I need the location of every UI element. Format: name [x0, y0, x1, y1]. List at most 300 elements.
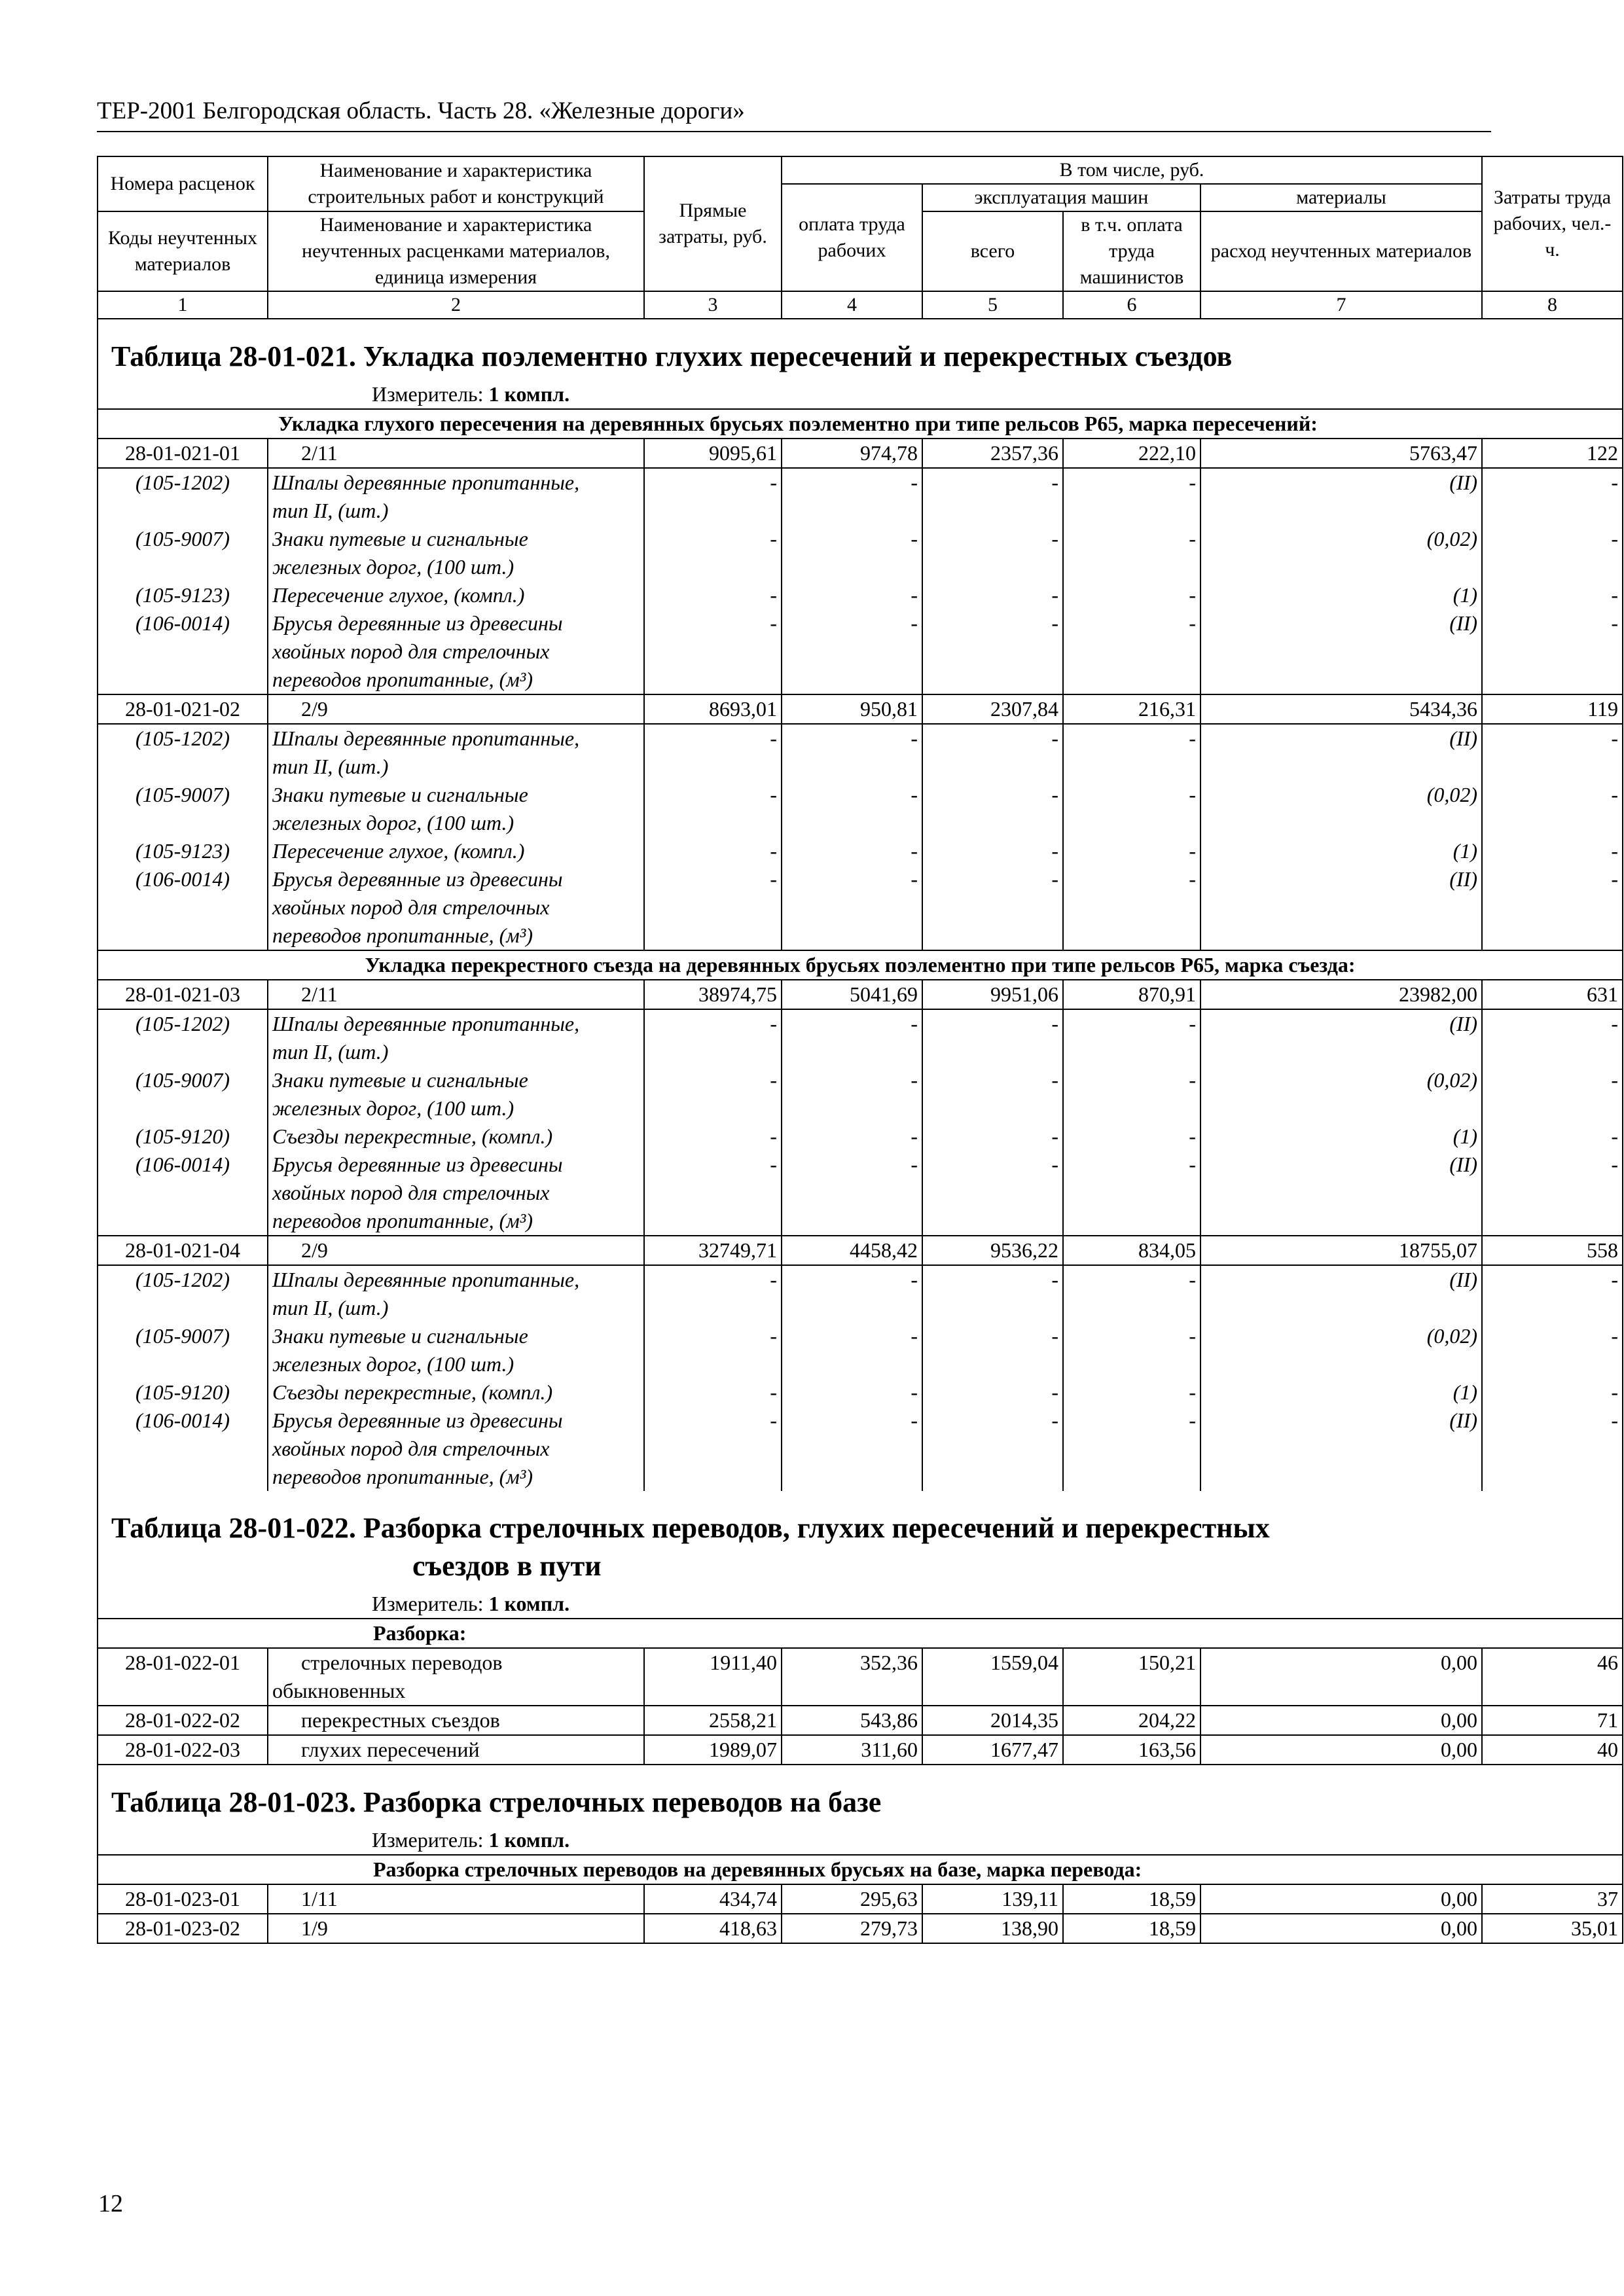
- empty-cell: [1200, 1094, 1482, 1122]
- empty-cell: [1200, 1294, 1482, 1322]
- labor-cost: 295,63: [782, 1884, 922, 1914]
- empty-cell: [1200, 753, 1482, 781]
- empty-cell: [1063, 893, 1200, 922]
- material-qty: (1): [1200, 1122, 1482, 1151]
- dash-direct: -: [644, 1378, 782, 1407]
- dash-machines: -: [922, 468, 1063, 497]
- rate-name: [268, 1735, 644, 1765]
- empty-cell: [1200, 1207, 1482, 1236]
- rate-code: 28-01-021-03: [98, 980, 268, 1009]
- empty-cell: [1482, 637, 1623, 666]
- header-col7: расход неучтенных материалов: [1200, 211, 1482, 291]
- material-name: переводов пропитанные, (м³): [268, 1207, 644, 1236]
- dash-drivers: -: [1063, 525, 1200, 553]
- rates-table: [97, 156, 1623, 1944]
- empty-cell: [922, 666, 1063, 694]
- dash-drivers: -: [1063, 1322, 1200, 1350]
- material-qty: (0,02): [1200, 1322, 1482, 1350]
- material-code-cont: [98, 1294, 268, 1322]
- material-code-cont: [98, 893, 268, 922]
- material-code: (105-9007): [98, 1066, 268, 1094]
- empty-cell: [1063, 637, 1200, 666]
- dash-labor: -: [782, 1122, 922, 1151]
- material-name: железных дорог, (100 шт.): [268, 553, 644, 581]
- empty-cell: [922, 1207, 1063, 1236]
- material-name: Пересечение глухое, (компл.): [268, 837, 644, 865]
- dash-direct: -: [644, 525, 782, 553]
- column-number-1: 1: [98, 291, 268, 319]
- dash-labor: -: [782, 1407, 922, 1435]
- dash-drivers: -: [1063, 865, 1200, 893]
- material-qty: (0,02): [1200, 525, 1482, 553]
- dash-drivers: -: [1063, 837, 1200, 865]
- empty-cell: [1063, 1094, 1200, 1122]
- labor-cost: 5041,69: [782, 980, 922, 1009]
- material-name: железных дорог, (100 шт.): [268, 1094, 644, 1122]
- material-name: хвойных пород для стрелочных: [268, 637, 644, 666]
- material-qty: (0,02): [1200, 1066, 1482, 1094]
- material-name: Знаки путевые и сигнальные: [268, 781, 644, 809]
- rate-name: 2/11: [268, 980, 644, 1009]
- dash-drivers: -: [1063, 1378, 1200, 1407]
- measure-unit: [98, 380, 1623, 409]
- material-name: переводов пропитанные, (м³): [268, 922, 644, 950]
- empty-cell: [922, 1350, 1063, 1378]
- section-heading: Укладка глухого пересечения на деревянных брусьях поэлементно при типе рельсов Р65, марка пересечений:: [98, 409, 1623, 439]
- material-code-cont: [98, 1094, 268, 1122]
- material-name: тип II, (шт.): [268, 497, 644, 525]
- material-code-cont: [98, 1350, 268, 1378]
- machines-cost: 2307,84: [922, 694, 1063, 724]
- material-name: Шпалы деревянные пропитанные,: [268, 468, 644, 497]
- dash-labor: -: [782, 865, 922, 893]
- dash-labor: -: [782, 1322, 922, 1350]
- dash-hours: -: [1482, 609, 1623, 637]
- dash-hours: -: [1482, 1122, 1623, 1151]
- dash-machines: -: [922, 1151, 1063, 1179]
- dash-machines: -: [922, 1322, 1063, 1350]
- empty-cell: [1200, 809, 1482, 837]
- empty-cell: [1063, 1463, 1200, 1491]
- empty-cell: [782, 1094, 922, 1122]
- empty-cell: [644, 922, 782, 950]
- dash-drivers: -: [1063, 1265, 1200, 1294]
- dash-hours: -: [1482, 1066, 1623, 1094]
- empty-cell: [782, 497, 922, 525]
- table-title-text: Таблица 28-01-021. Укладка поэлементно глухих пересечений и перекрестных съездов: [111, 340, 1233, 372]
- rate-code: 28-01-023-01: [98, 1884, 268, 1914]
- dash-machines: -: [922, 837, 1063, 865]
- dash-machines: -: [922, 1378, 1063, 1407]
- page-number: 12: [98, 2190, 123, 2217]
- empty-cell: [922, 637, 1063, 666]
- direct-cost: 1989,07: [644, 1735, 782, 1765]
- empty-cell: [1063, 666, 1200, 694]
- dash-hours: -: [1482, 724, 1623, 753]
- dash-direct: -: [644, 581, 782, 609]
- dash-hours: -: [1482, 1151, 1623, 1179]
- measure-value: 1 компл.: [488, 1592, 570, 1615]
- dash-labor: -: [782, 1151, 922, 1179]
- materials-cost: 0,00: [1200, 1884, 1482, 1914]
- column-number-7: 7: [1200, 291, 1482, 319]
- column-number-6: 6: [1063, 291, 1200, 319]
- header-col3: Прямые затраты, руб.: [644, 156, 782, 291]
- empty-cell: [782, 1463, 922, 1491]
- material-name: Знаки путевые и сигнальные: [268, 1066, 644, 1094]
- dash-machines: -: [922, 1265, 1063, 1294]
- dash-hours: -: [1482, 581, 1623, 609]
- drivers-cost: 870,91: [1063, 980, 1200, 1009]
- material-code-cont: [98, 1435, 268, 1463]
- labor-cost: 974,78: [782, 439, 922, 468]
- rate-name: 1/11: [268, 1884, 644, 1914]
- drivers-cost: 204,22: [1063, 1706, 1200, 1735]
- dash-labor: -: [782, 837, 922, 865]
- empty-cell: [782, 922, 922, 950]
- drivers-cost: 216,31: [1063, 694, 1200, 724]
- dash-labor: -: [782, 468, 922, 497]
- materials-cost: 5763,47: [1200, 439, 1482, 468]
- labor-hours: 71: [1482, 1706, 1623, 1735]
- dash-drivers: -: [1063, 1066, 1200, 1094]
- dash-drivers: -: [1063, 1009, 1200, 1038]
- empty-cell: [1200, 1435, 1482, 1463]
- material-name: Шпалы деревянные пропитанные,: [268, 724, 644, 753]
- dash-hours: -: [1482, 781, 1623, 809]
- dash-direct: -: [644, 1122, 782, 1151]
- dash-hours: -: [1482, 865, 1623, 893]
- drivers-cost: 18,59: [1063, 1914, 1200, 1943]
- materials-cost: 0,00: [1200, 1735, 1482, 1765]
- empty-cell: [922, 1038, 1063, 1066]
- empty-cell: [1063, 1435, 1200, 1463]
- labor-hours: 46: [1482, 1648, 1623, 1706]
- table-title-text: Таблица 28-01-022. Разборка стрелочных переводов, глухих пересечений и перекрестных: [111, 1512, 1270, 1544]
- empty-cell: [1063, 809, 1200, 837]
- empty-cell: [1200, 666, 1482, 694]
- material-code: (105-9007): [98, 525, 268, 553]
- empty-cell: [644, 553, 782, 581]
- material-name: тип II, (шт.): [268, 753, 644, 781]
- empty-cell: [782, 1435, 922, 1463]
- empty-cell: [922, 1435, 1063, 1463]
- materials-cost: 0,00: [1200, 1914, 1482, 1943]
- dash-direct: -: [644, 724, 782, 753]
- empty-cell: [1482, 497, 1623, 525]
- dash-machines: -: [922, 781, 1063, 809]
- dash-labor: -: [782, 581, 922, 609]
- materials-cost: 23982,00: [1200, 980, 1482, 1009]
- dash-drivers: -: [1063, 1407, 1200, 1435]
- material-qty: (1): [1200, 581, 1482, 609]
- dash-direct: -: [644, 1066, 782, 1094]
- labor-hours: 40: [1482, 1735, 1623, 1765]
- drivers-cost: 163,56: [1063, 1735, 1200, 1765]
- empty-cell: [922, 753, 1063, 781]
- empty-cell: [922, 922, 1063, 950]
- direct-cost: 2558,21: [644, 1706, 782, 1735]
- empty-cell: [1063, 1038, 1200, 1066]
- material-name: Брусья деревянные из древесины: [268, 1407, 644, 1435]
- measure-unit: [98, 1825, 1623, 1855]
- empty-cell: [644, 1207, 782, 1236]
- empty-cell: [782, 1350, 922, 1378]
- machines-cost: 1559,04: [922, 1648, 1063, 1706]
- material-qty: (II): [1200, 1265, 1482, 1294]
- empty-cell: [1200, 893, 1482, 922]
- empty-cell: [644, 1094, 782, 1122]
- direct-cost: 38974,75: [644, 980, 782, 1009]
- labor-cost: 950,81: [782, 694, 922, 724]
- material-name: тип II, (шт.): [268, 1038, 644, 1066]
- rate-name: 1/9: [268, 1914, 644, 1943]
- direct-cost: 8693,01: [644, 694, 782, 724]
- dash-hours: -: [1482, 837, 1623, 865]
- empty-cell: [922, 893, 1063, 922]
- dash-direct: -: [644, 1009, 782, 1038]
- empty-cell: [644, 1435, 782, 1463]
- drivers-cost: 834,05: [1063, 1236, 1200, 1265]
- rate-row: [98, 980, 1623, 1009]
- empty-cell: [1200, 1179, 1482, 1207]
- empty-cell: [1200, 553, 1482, 581]
- material-name: хвойных пород для стрелочных: [268, 1435, 644, 1463]
- rate-name-line: глухих пересечений: [301, 1738, 480, 1761]
- empty-cell: [644, 637, 782, 666]
- empty-cell: [644, 1038, 782, 1066]
- column-number-4: 4: [782, 291, 922, 319]
- rate-name: [268, 1648, 644, 1706]
- dash-drivers: -: [1063, 609, 1200, 637]
- empty-cell: [1482, 1435, 1623, 1463]
- empty-cell: [922, 809, 1063, 837]
- material-code: (105-1202): [98, 1265, 268, 1294]
- dash-labor: -: [782, 1265, 922, 1294]
- measure-unit: [98, 1589, 1623, 1619]
- dash-labor: -: [782, 1066, 922, 1094]
- material-code-cont: [98, 497, 268, 525]
- dash-labor: -: [782, 724, 922, 753]
- material-qty: (II): [1200, 865, 1482, 893]
- empty-cell: [922, 1094, 1063, 1122]
- material-name: Шпалы деревянные пропитанные,: [268, 1265, 644, 1294]
- material-name: Брусья деревянные из древесины: [268, 1151, 644, 1179]
- dash-drivers: -: [1063, 1122, 1200, 1151]
- empty-cell: [782, 893, 922, 922]
- empty-cell: [1482, 1463, 1623, 1491]
- empty-cell: [1063, 1350, 1200, 1378]
- empty-cell: [1482, 1094, 1623, 1122]
- rate-code: 28-01-023-02: [98, 1914, 268, 1943]
- material-code: (105-9120): [98, 1378, 268, 1407]
- labor-cost: 279,73: [782, 1914, 922, 1943]
- dash-machines: -: [922, 865, 1063, 893]
- material-code: (106-0014): [98, 1151, 268, 1179]
- empty-cell: [1063, 1207, 1200, 1236]
- empty-cell: [1063, 922, 1200, 950]
- empty-cell: [922, 553, 1063, 581]
- dash-direct: -: [644, 837, 782, 865]
- empty-cell: [644, 1179, 782, 1207]
- machines-cost: 9536,22: [922, 1236, 1063, 1265]
- table-title: [98, 1765, 1623, 1825]
- materials-cost: 0,00: [1200, 1648, 1482, 1706]
- materials-cost: 5434,36: [1200, 694, 1482, 724]
- material-name: переводов пропитанные, (м³): [268, 1463, 644, 1491]
- measure-label: Измеритель:: [372, 382, 484, 406]
- rate-row: [98, 439, 1623, 468]
- labor-hours: 37: [1482, 1884, 1623, 1914]
- header-col5: всего: [922, 211, 1063, 291]
- running-header: ТЕР-2001 Белгородская область. Часть 28. «Железные дороги»: [97, 98, 745, 124]
- rate-code: 28-01-021-04: [98, 1236, 268, 1265]
- rate-name: 2/11: [268, 439, 644, 468]
- section-heading: Разборка стрелочных переводов на деревянных брусьях на базе, марка перевода:: [98, 1855, 1623, 1884]
- dash-drivers: -: [1063, 781, 1200, 809]
- material-code-cont: [98, 809, 268, 837]
- header-col6: в т.ч. оплата труда машинистов: [1063, 211, 1200, 291]
- material-qty: (1): [1200, 837, 1482, 865]
- empty-cell: [1482, 666, 1623, 694]
- rate-row: [98, 1648, 1623, 1706]
- empty-cell: [644, 809, 782, 837]
- dash-labor: -: [782, 781, 922, 809]
- rate-row: [98, 1884, 1623, 1914]
- empty-cell: [1063, 497, 1200, 525]
- column-number-2: 2: [268, 291, 644, 319]
- materials-cost: 18755,07: [1200, 1236, 1482, 1265]
- dash-direct: -: [644, 1265, 782, 1294]
- dash-direct: -: [644, 609, 782, 637]
- material-code: (105-1202): [98, 724, 268, 753]
- dash-direct: -: [644, 865, 782, 893]
- header-col1-top: Номера расценок: [98, 156, 268, 211]
- rate-row: [98, 1735, 1623, 1765]
- empty-cell: [782, 666, 922, 694]
- material-code-cont: [98, 1038, 268, 1066]
- dash-hours: -: [1482, 525, 1623, 553]
- empty-cell: [644, 893, 782, 922]
- direct-cost: 32749,71: [644, 1236, 782, 1265]
- material-code: (105-9123): [98, 837, 268, 865]
- rate-code: 28-01-021-01: [98, 439, 268, 468]
- empty-cell: [644, 1350, 782, 1378]
- material-code-cont: [98, 553, 268, 581]
- material-name: хвойных пород для стрелочных: [268, 893, 644, 922]
- labor-cost: 543,86: [782, 1706, 922, 1735]
- material-code: (105-9123): [98, 581, 268, 609]
- dash-hours: -: [1482, 1265, 1623, 1294]
- header-col2-bottom: Наименование и характеристика неучтенных расценками материалов, единица измерения: [268, 211, 644, 291]
- empty-cell: [782, 637, 922, 666]
- empty-cell: [922, 1294, 1063, 1322]
- material-qty: (1): [1200, 1378, 1482, 1407]
- dash-hours: -: [1482, 1009, 1623, 1038]
- dash-machines: -: [922, 724, 1063, 753]
- labor-hours: 122: [1482, 439, 1623, 468]
- empty-cell: [1482, 809, 1623, 837]
- empty-cell: [782, 809, 922, 837]
- rate-name-line: перекрестных съездов: [301, 1708, 500, 1732]
- rate-code: 28-01-022-02: [98, 1706, 268, 1735]
- material-code: (105-9007): [98, 1322, 268, 1350]
- empty-cell: [1063, 753, 1200, 781]
- dash-machines: -: [922, 609, 1063, 637]
- material-code: (105-9007): [98, 781, 268, 809]
- labor-cost: 352,36: [782, 1648, 922, 1706]
- empty-cell: [644, 1463, 782, 1491]
- dash-labor: -: [782, 1009, 922, 1038]
- empty-cell: [782, 553, 922, 581]
- dash-hours: -: [1482, 1322, 1623, 1350]
- empty-cell: [644, 666, 782, 694]
- labor-hours: 35,01: [1482, 1914, 1623, 1943]
- labor-hours: 631: [1482, 980, 1623, 1009]
- rate-row: [98, 1914, 1623, 1943]
- dash-hours: -: [1482, 468, 1623, 497]
- rate-name: [268, 1706, 644, 1735]
- empty-cell: [1482, 1294, 1623, 1322]
- drivers-cost: 150,21: [1063, 1648, 1200, 1706]
- rate-row: [98, 694, 1623, 724]
- dash-direct: -: [644, 1151, 782, 1179]
- header-col8: Затраты труда рабочих, чел.-ч.: [1482, 156, 1623, 291]
- material-name: переводов пропитанные, (м³): [268, 666, 644, 694]
- material-code: (106-0014): [98, 609, 268, 637]
- empty-cell: [1482, 893, 1623, 922]
- material-code-cont: [98, 666, 268, 694]
- empty-cell: [1482, 1350, 1623, 1378]
- measure-value: 1 компл.: [488, 382, 570, 406]
- empty-cell: [922, 497, 1063, 525]
- header-materials: материалы: [1200, 184, 1482, 211]
- rate-name: 2/9: [268, 694, 644, 724]
- header-incl: В том числе, руб.: [782, 156, 1482, 184]
- material-name: Пересечение глухое, (компл.): [268, 581, 644, 609]
- dash-direct: -: [644, 468, 782, 497]
- direct-cost: 9095,61: [644, 439, 782, 468]
- header-col1-bottom: Коды неучтенных материалов: [98, 211, 268, 291]
- material-code-cont: [98, 637, 268, 666]
- dash-drivers: -: [1063, 1151, 1200, 1179]
- labor-hours: 558: [1482, 1236, 1623, 1265]
- empty-cell: [1063, 553, 1200, 581]
- rate-name: 2/9: [268, 1236, 644, 1265]
- material-code: (105-1202): [98, 468, 268, 497]
- material-name: железных дорог, (100 шт.): [268, 1350, 644, 1378]
- material-name: Съезды перекрестные, (компл.): [268, 1122, 644, 1151]
- material-name: Брусья деревянные из древесины: [268, 865, 644, 893]
- material-name: Брусья деревянные из древесины: [268, 609, 644, 637]
- labor-hours: 119: [1482, 694, 1623, 724]
- table-title: [98, 1491, 1623, 1589]
- empty-cell: [1063, 1294, 1200, 1322]
- section-heading: Укладка перекрестного съезда на деревянных брусьях поэлементно при типе рельсов Р65, марка съезда:: [98, 950, 1623, 980]
- rate-row: [98, 1706, 1623, 1735]
- material-code: (105-1202): [98, 1009, 268, 1038]
- material-qty: (0,02): [1200, 781, 1482, 809]
- material-name: Знаки путевые и сигнальные: [268, 1322, 644, 1350]
- material-qty: (II): [1200, 1151, 1482, 1179]
- drivers-cost: 222,10: [1063, 439, 1200, 468]
- dash-drivers: -: [1063, 581, 1200, 609]
- material-code-cont: [98, 1179, 268, 1207]
- empty-cell: [1200, 1038, 1482, 1066]
- column-number-5: 5: [922, 291, 1063, 319]
- header-col2-top: Наименование и характеристика строительных работ и конструкций: [268, 156, 644, 211]
- material-name: тип II, (шт.): [268, 1294, 644, 1322]
